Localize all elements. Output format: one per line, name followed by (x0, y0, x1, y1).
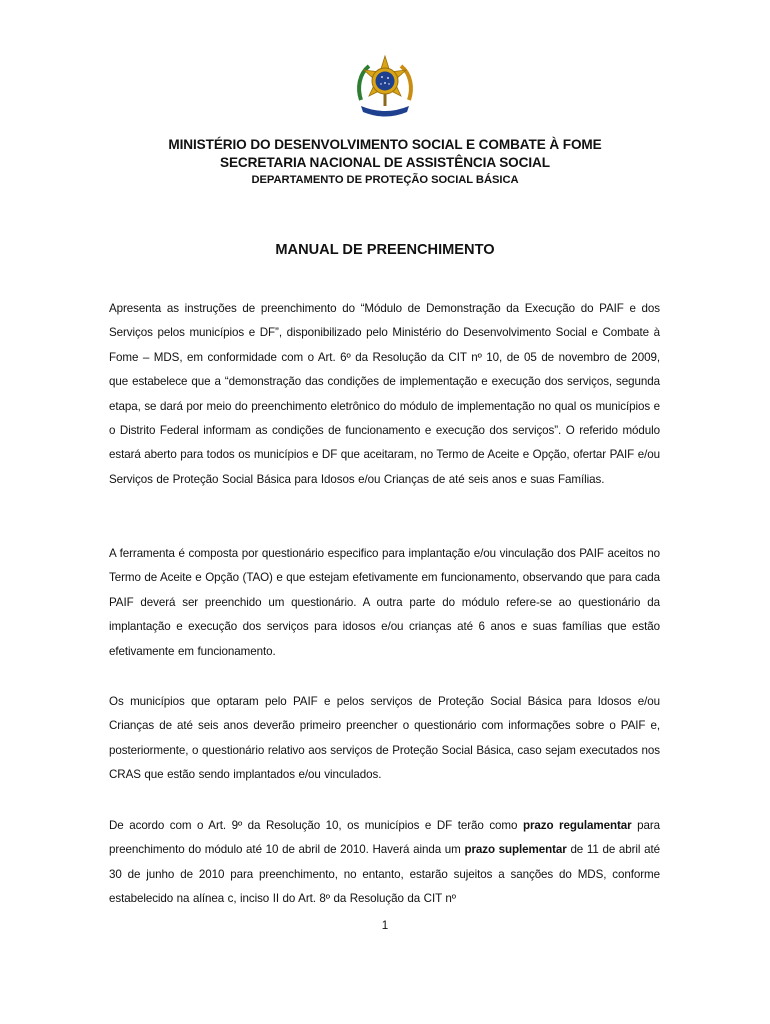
paragraph-tool: A ferramenta é composta por questionário especifico para implantação e/ou vinculação dos PAIF aceitos no Termo de Aceite e Opção (TAO) e que estejam efetivamente em funcionamento, observando que para cada PAIF deverá ser preenchido um questionário. A outra parte do módulo refere-se ao questionário da implantação e execução dos serviços para idosos e/ou crianças até 6 anos e suas famílias que estão efetivamente em funcionamento. (109, 547, 660, 658)
deadline-text-3: de 11 de abril até 30 de junho de 2010 para preenchimento, no entanto, estarão sujeitos a sanções do MDS, conforme estabelecido na alínea c, inciso II do Art. 8º da Resolução da CIT nº (109, 843, 661, 906)
deadline-text-1: De acordo com o Art. 9º da Resolução 10, os municípios e DF terão como (109, 819, 523, 832)
deadline-supplementary-bold: prazo suplementar (464, 843, 567, 857)
department-heading: DEPARTAMENTO DE PROTEÇÃO SOCIAL BÁSICA (251, 174, 519, 186)
paragraph-municipalities: Os municípios que optaram pelo PAIF e pelos serviços de Proteção Social Básica para Idosos e/ou Crianças de até seis anos deverão primeiro preencher o questionário com informações sobre o PAIF e, posteriormente, o questionário relativo aos serviços de Proteção Social Básica, caso sejam executados nos CRAS que estão sendo implantados e/ou vinculados. (109, 695, 660, 782)
secretary-heading: SECRETARIA NACIONAL DE ASSISTÊNCIA SOCIAL (220, 155, 550, 170)
paragraph-intro: Apresenta as instruções de preenchimento do “Módulo de Demonstração da Execução do PAIF e dos Serviços pelos municípios e DF”, disponibilizado pelo Ministério do Desenvolvimento Social e Combate à Fome – MDS, em conformidade com o Art. 6º da Resolução da CIT nº 10, de 05 de novembro de 2009, que estabelece que a “demonstração das condições de implementação e execução dos serviços, segunda etapa, se dará por meio do preenchimento eletrônico do módulo de implementação no qual os municípios e o Distrito Federal informam as condições de funcionamento e execução dos serviços”. O referido módulo estará aberto para todos os municípios e DF que aceitaram, no Termo de Aceite e Opção, ofertar PAIF e/ou Serviços de Proteção Social Básica para Idosos e/ou Crianças de até seis anos e suas Famílias. (109, 302, 660, 486)
ministry-heading: MINISTÉRIO DO DESENVOLVIMENTO SOCIAL E COMBATE À FOME (168, 137, 602, 152)
deadline-regular-bold: prazo regulamentar (522, 819, 632, 832)
page-number: 1 (381, 919, 389, 932)
deadline-text-2: para preenchimento do módulo até 10 de abril de 2010. Haverá ainda um (109, 819, 660, 857)
brazil-coat-of-arms-icon (349, 54, 421, 120)
paragraph-deadlines (109, 814, 660, 912)
document-title: MANUAL DE PREENCHIMENTO (275, 242, 495, 258)
